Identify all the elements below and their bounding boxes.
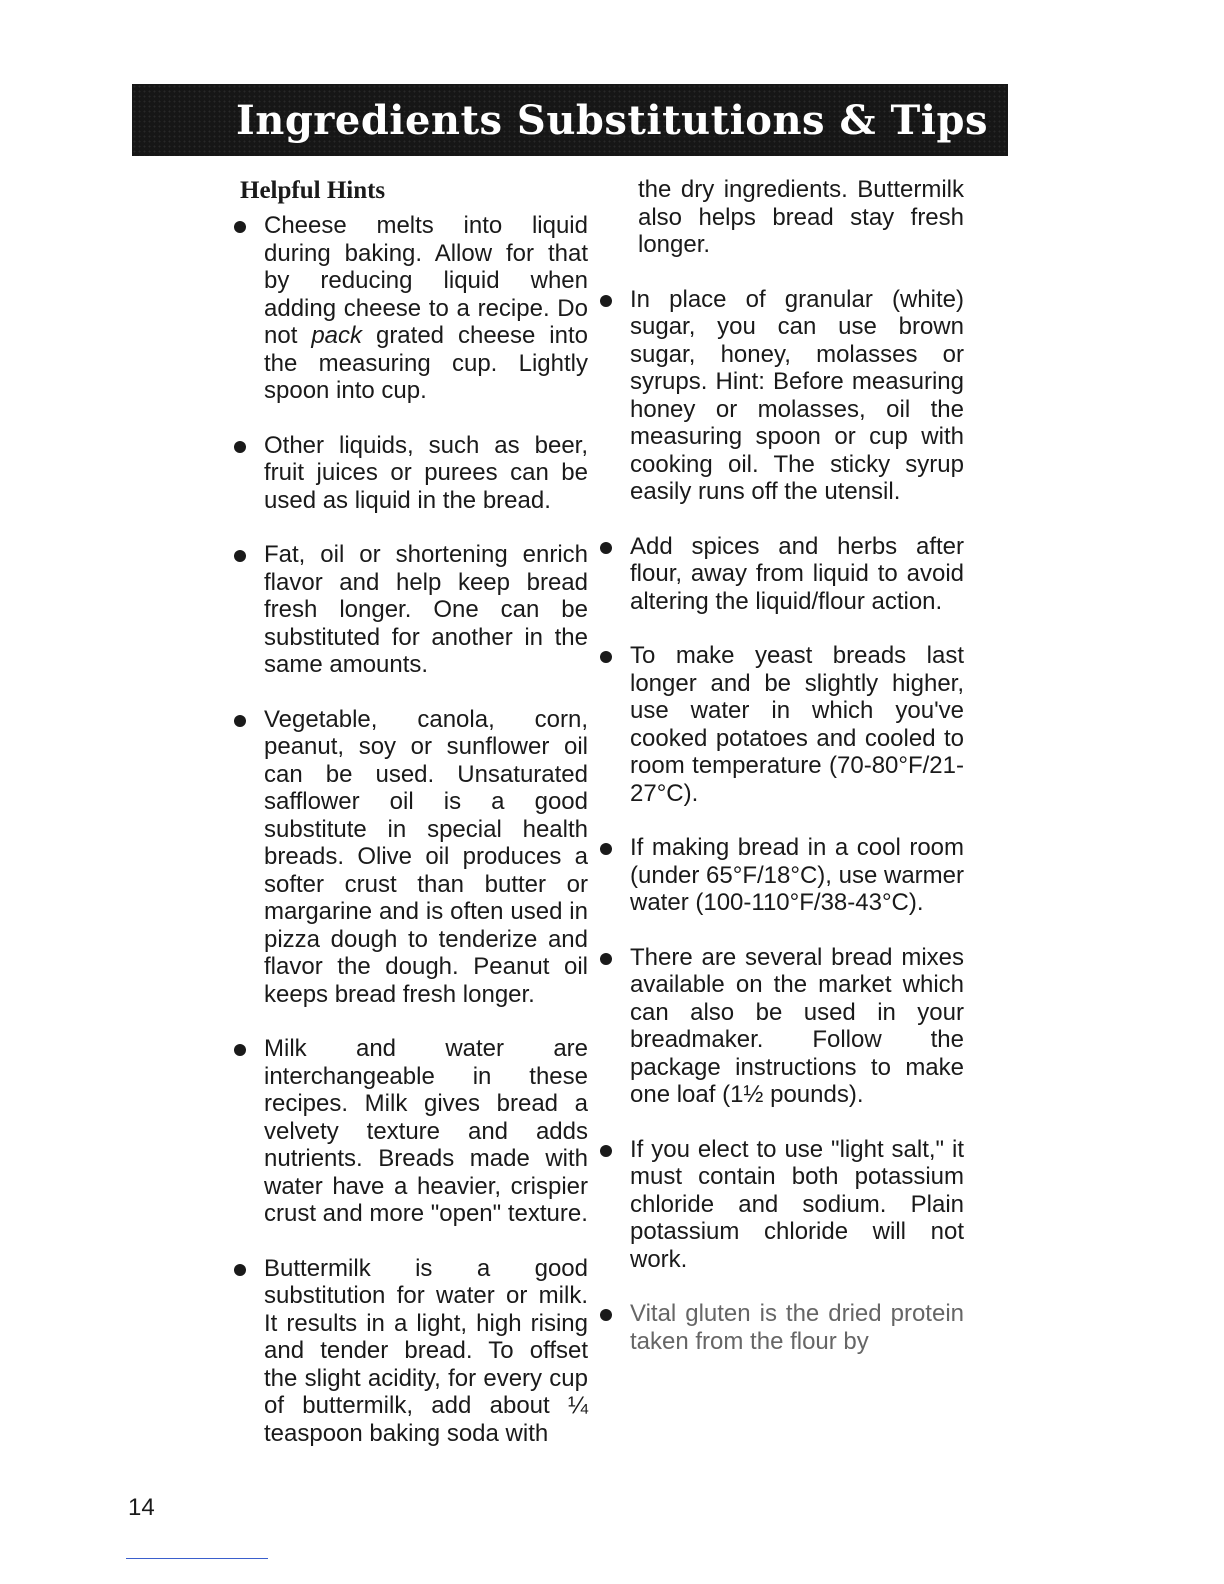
hint-vital-gluten (592, 1300, 964, 1355)
hint-text: There are several bread mixes available on the market which can also be used in your breadmaker. Follow the package instructions to make one loaf (1½ pounds). (630, 943, 964, 1108)
bullet-icon (234, 1264, 246, 1276)
hint-fat-oil (226, 541, 588, 679)
hint-potato-water (592, 642, 964, 807)
hint-text: Vegetable, canola, corn, peanut, soy or sunflower oil can be used. Unsaturated safflower oil is a good substitute in special health breads. Olive oil produces a softer crust than butter or margarine and is often used in pizza dough to tenderize and flavor the dough. Peanut oil keeps bread fresh longer. (264, 705, 588, 1008)
bullet-icon (600, 295, 612, 307)
bullet-icon (600, 542, 612, 554)
left-column (226, 176, 588, 1474)
hint-sugar (592, 286, 964, 506)
section-heading: Helpful Hints (240, 177, 386, 204)
bullet-icon (234, 715, 246, 727)
hint-milk-water (226, 1035, 588, 1228)
hint-buttermilk (226, 1255, 588, 1448)
hint-text: Vital gluten is the dried protein taken from the flour by (630, 1300, 964, 1355)
bullet-icon (600, 1145, 612, 1157)
page-title: Ingredients Substitutions & Tips (236, 96, 988, 144)
hint-spices (592, 533, 964, 616)
bullet-icon (600, 953, 612, 965)
page-number: 14 (128, 1494, 155, 1521)
hint-text: If you elect to use "light salt," it must contain both potassium chloride and sodium. Plain potassium chloride will not work. (630, 1135, 964, 1273)
hint-vegetable-oils (226, 706, 588, 1009)
hint-text: Buttermilk is a good substitution for water or milk. It results in a light, high rising and tender bread. To offset the slight acidity, for every cup of buttermilk, add about ¼ teaspoon baking soda with (264, 1254, 588, 1447)
hint-text: Other liquids, such as beer, fruit juices or purees can be used as liquid in the bread. (264, 431, 588, 514)
hint-continuation: the dry ingredients. Buttermilk also helps bread stay fresh longer. (638, 176, 964, 258)
hint-cool-room (592, 834, 964, 917)
hint-text: To make yeast breads last longer and be slightly higher, use water in which you've cooked potatoes and cooled to room temperature (70-80°F/21-27°C). (630, 642, 964, 807)
hint-text: If making bread in a cool room (under 65°F/18°C), use warmer water (100-110°F/38-43°C). (630, 834, 964, 916)
hint-text: Add spices and herbs after flour, away from liquid to avoid altering the liquid/flour action. (630, 532, 964, 615)
hint-light-salt (592, 1136, 964, 1274)
hint-text: In place of granular (white) sugar, you can use brown sugar, honey, molasses or syrups. Hint: Before measuring honey or molasses, oil the measuring spoon or cup with cooking oil. The sticky syrup easily runs off the utensil. (630, 285, 964, 505)
bullet-icon (234, 550, 246, 562)
bullet-icon (234, 441, 246, 453)
hint-text: Milk and water are interchangeable in these recipes. Milk gives bread a velvety texture and adds nutrients. Breads made with water have a heavier, crispier crust and more "open" texture. (264, 1035, 588, 1227)
hint-cheese (226, 212, 588, 405)
bullet-icon (600, 1309, 612, 1321)
bullet-icon (600, 651, 612, 663)
bullet-icon (234, 221, 246, 233)
hint-text: Fat, oil or shortening enrich flavor and help keep bread fresh longer. One can be substituted for another in the same amounts. (264, 541, 588, 678)
hint-bread-mixes (592, 944, 964, 1109)
right-column (592, 176, 964, 1382)
hint-other-liquids (226, 432, 588, 515)
bullet-icon (234, 1044, 246, 1056)
hint-text: Cheese melts into liquid during baking. Allow for that by reducing liquid when adding cheese to a recipe. Do not pack grated cheese into the measuring cup. Lightly spoon into cup. (264, 212, 588, 404)
title-banner (132, 84, 1008, 156)
bullet-icon (600, 843, 612, 855)
footer-rule (126, 1558, 268, 1559)
